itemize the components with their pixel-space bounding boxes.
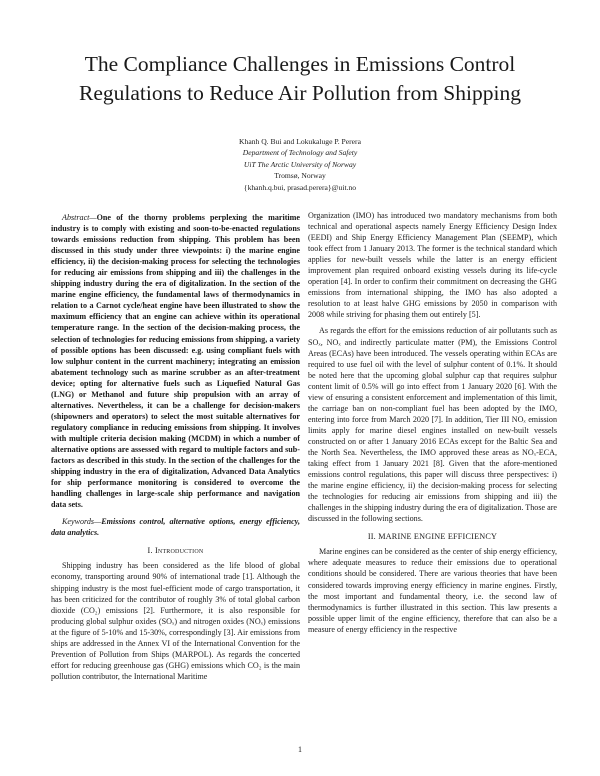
paragraph-imo: Organization (IMO) has introduced two mandatory mechanisms from both technical and operational aspects namely Energy Efficiency Design Index (EEDI) and Ship Energy Efficiency Management Plan (SEEMP), which took effect from 1 January 2013. The former is the technical standard which applies for new-built vessels while the latter is an energy efficient improvement plan required onboard existing vessels during its life-cycle operation [4]. In order to confirm their commitment on decreasing the GHG emissions from international shipping, the IMO has also adopted a resolution to at least halve GHG emissions by 2050 in comparison with 2008 while striving for phasing them out entirely [5]. xyxy=(308,211,557,320)
section-heading-introduction xyxy=(51,545,300,556)
author-university: UiT The Arctic University of Norway xyxy=(243,159,357,169)
section-title: Introduction xyxy=(154,546,204,556)
intro-paragraph: Shipping industry has been considered as the life blood of global economy, transporting around 90% of international trade [1]. Although the shipping industry is the most fuel-efficient mode of cargo transportation, it has been criticized for the contributor of roughly 3% of total global carbon dioxide (CO₂) emissions [2]. Furthermore, it is also responsible for producing global sulphur oxides (SOₓ) and nitrogen oxides (NOₓ) emissions at the figure of 5-10% and 15-30%, correspondingly [3]. Air emissions from ships are addressed in the Annex VI of the International Convention for the Prevention of Pollution from Ships (MARPOL). As regards the concerted effort for reducing greenhouse gas (GHG) emissions which CO₂ is the main pollution contributor, the International Maritime xyxy=(51,561,300,681)
section-number: I. xyxy=(147,546,153,556)
abstract-body: One of the thorny problems perplexing the maritime industry is to comply with existing and soon-to-be-enacted regulations towards emissions reduction from shipping. This problem has been discussed in this study under three viewpoints: i) the marine engine efficiency, ii) the decision-making process for selecting the technologies for reducing air emissions from shipping and iii) the challenges in the shipping industry during the era of digitalization. In the section of the marine engine efficiency, the fundamental laws of thermodynamics in relation to a Carnot cycle/heat engine have been illustrated to show the maximum efficiency that an engine can achieve within its operational temperature range. In the section of the decision-making process, the selection of technologies for reducing emissions from shipping, a variety of possible options has been discussed: e.g. using compliant fuels with low sulphur content in the current machinery; integrating an emission abatement technology such as marine scrubber as an after-treatment device; opting for alternative fuels such as Liquefied Natural Gas (LNG) or Methanol and future ship propulsion with an array of alternatives. Nevertheless, it can be a challenge for decision-makers (shipowners and operators) to select the most suitable alternatives for regulatory compliance in reducing emissions from shipping. It involves with multiple criteria decision making (MCDM) in which a number of alternative options are assessed with regard to multiple factors and sub-factors as described in this study. In the section of the challenges for the shipping industry in the era of digitalization, Advanced Data Analytics for ship performance monitoring is considered to overcome the handling challenges in large-scale ship performance and navigation data sets. xyxy=(51,213,300,510)
section-heading-engine-efficiency xyxy=(308,531,557,542)
abstract xyxy=(51,212,300,510)
author-department: Department of Technology and Safety xyxy=(242,148,358,158)
section-title: MARINE ENGINE EFFICIENCY xyxy=(378,532,498,542)
left-column xyxy=(51,212,300,682)
author-names: Khanh Q. Bui and Lokukaluge P. Perera xyxy=(239,137,361,146)
page-number: 1 xyxy=(298,745,302,754)
right-column xyxy=(308,210,557,635)
title-line-2: Regulations to Reduce Air Pollution from Shipping xyxy=(79,81,521,105)
author-block xyxy=(150,136,450,193)
title-line-1: The Compliance Challenges in Emissions Control xyxy=(84,52,516,76)
author-emails: {khanh.q.bui, prasad.perera}@uit.no xyxy=(243,182,357,192)
abstract-lead: Abstract— xyxy=(62,213,97,222)
keywords-lead: Keywords— xyxy=(62,517,102,527)
keywords xyxy=(51,516,300,538)
keywords-body: Emissions control, alternative options, energy efficiency, data analytics. xyxy=(51,517,300,538)
section-number: II. xyxy=(367,532,376,542)
paragraph-emissions: As regards the effort for the emissions reduction of air pollutants such as SOₓ, NOₓ and indirectly particulate matter (PM), the Emissions Control Areas (ECAs) have been introduced. The vessels operating within ECAs are required to use fuel oil with the level of sulphur content of 0.1%. It should be noted here that the upcoming global sulphur cap that requires sulphur content limit of 0.5% will go into effect from 1 January 2020 [6]. With the view of ensuring a consistent enforcement and implementation of this limit, the carriage ban on non-compliant fuel has been adopted by the IMO, entering into force from March 2020 [7]. In addition, Tier III NOₓ emission limits apply for marine diesel engines installed on new-built vessels constructed on or after 1 January 2016 ECAs except for the Baltic Sea and the North Sea. Nevertheless, the IMO approved these areas as NOₓ-ECA, taking effect from 1 January 2021 [8]. Given that the afore-mentioned emissions control regulations, this paper will discuss three perspectives: i) the marine engine efficiency, ii) the decision-making process for selecting the technologies for reducing air emissions from shipping and iii) the challenges in the shipping industry during the era of digitalization. Those are discussed in the following sections. xyxy=(308,326,557,524)
author-city: Tromsø, Norway xyxy=(274,171,326,181)
paragraph-engines: Marine engines can be considered as the center of ship energy efficiency, where adequate measures to reduce their emissions due to operational conditions should be considered. There are various theories that have been considered towards improving energy efficiency in marine engines. Firstly, the most important and fundamental theory, i.e. the second law of thermodynamics is further illustrated in this section. This law presents a possible upper limit of the engine efficiency, therefore that can also be a measure of energy efficiency in the respective xyxy=(308,547,557,634)
paper-title xyxy=(40,50,560,108)
